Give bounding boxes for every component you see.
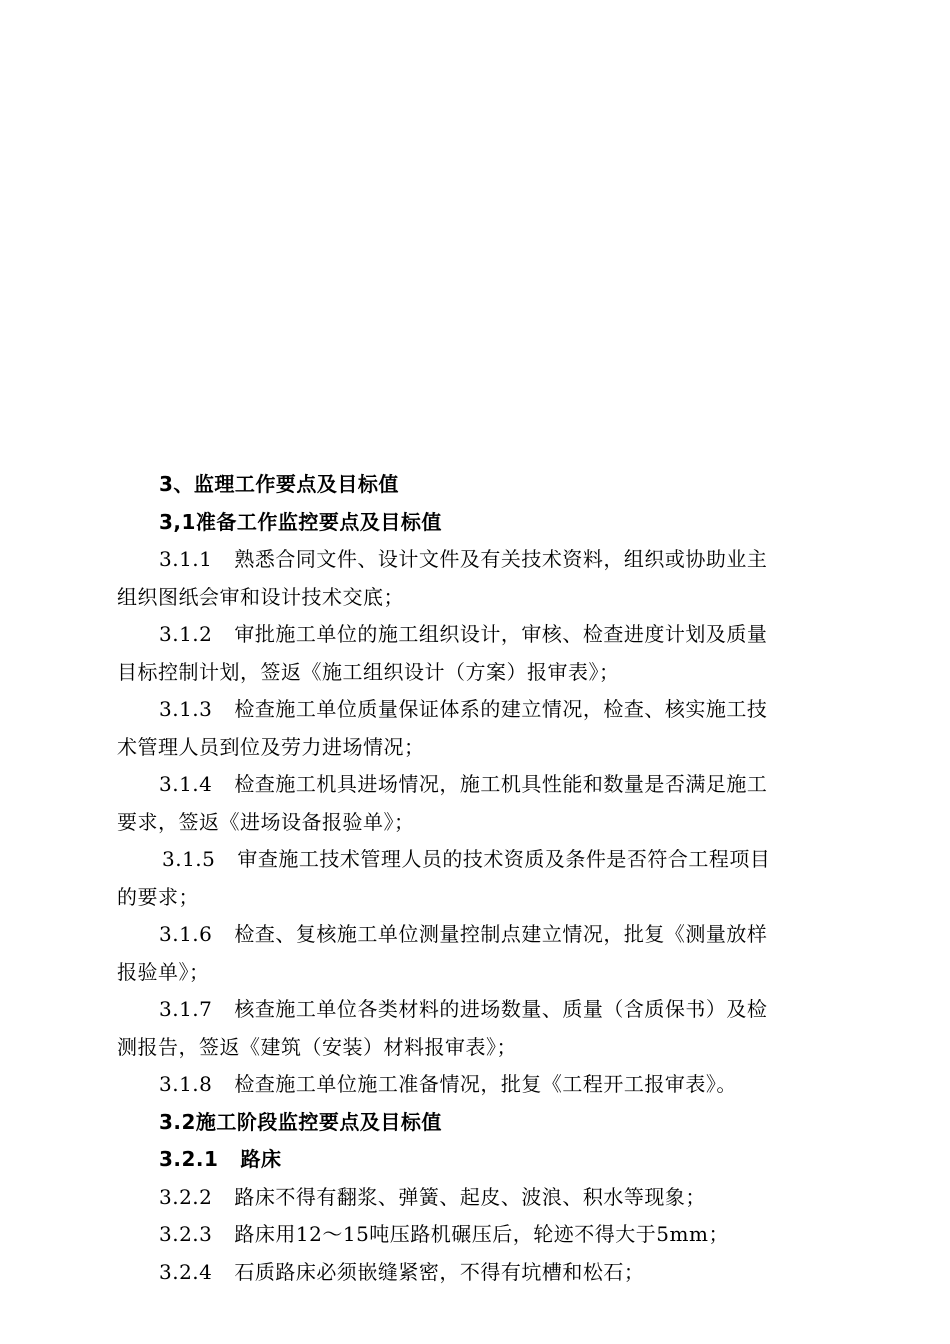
item-3-2-2: [117, 1179, 837, 1217]
item-3-1-6: [117, 916, 837, 954]
item-text: 石质路床必须嵌缝紧密，不得有坑槽和松石；: [234, 1259, 645, 1284]
section-3-1-heading: 3,1准备工作监控要点及目标值: [159, 509, 442, 534]
item-number: 3.1.5: [162, 847, 216, 871]
item-3-1-4-cont: 要求，签返《进场设备报验单》；: [117, 809, 415, 834]
item-text: 检查施工机具进场情况，施工机具性能和数量是否满足施工: [234, 772, 768, 796]
item-text: 检查、复核施工单位测量控制点建立情况，批复《测量放样: [234, 922, 768, 946]
section-3-heading: 3、监理工作要点及目标值: [159, 472, 399, 496]
item-text: 审批施工单位的施工组织设计，审核、检查进度计划及质量: [234, 622, 768, 646]
item-text: 路床用12～15吨压路机碾压后，轮迹不得大于5mm；: [234, 1222, 729, 1246]
section-3-2-1-heading: [117, 1141, 837, 1179]
item-number: 3.1.4: [159, 772, 213, 796]
item-number: 3.2.2: [159, 1184, 213, 1209]
item-number: 3.1.1: [159, 547, 213, 571]
item-3-2-4: [117, 1254, 837, 1292]
item-3-2-3: [117, 1216, 837, 1254]
item-text: 检查施工单位施工准备情况，批复《工程开工报审表》。: [234, 1072, 737, 1096]
item-number: 3.1.3: [159, 697, 213, 721]
item-number: 3.2.3: [159, 1222, 213, 1246]
item-3-1-2-cont: 目标控制计划，签返《施工组织设计（方案）报审表》；: [117, 659, 620, 684]
item-text: 熟悉合同文件、设计文件及有关技术资料，组织或协助业主: [234, 547, 768, 571]
item-3-1-3-cont: 术管理人员到位及劳力进场情况；: [117, 734, 425, 759]
item-number: 3.2.1: [159, 1147, 219, 1171]
item-3-1-1-cont: 组织图纸会审和设计技术交底；: [117, 584, 404, 609]
item-number: 3.2.4: [159, 1259, 213, 1284]
item-3-1-4: [117, 766, 837, 804]
document-body: [117, 466, 837, 1291]
item-3-1-6-cont: 报验单》；: [117, 959, 210, 984]
item-text: 审查施工技术管理人员的技术资质及条件是否符合工程项目: [237, 847, 771, 871]
item-3-1-2: [117, 616, 837, 654]
item-number: 3.1.2: [159, 622, 213, 646]
item-3-1-5: [117, 841, 837, 879]
item-number: 3.1.6: [159, 922, 213, 946]
item-text: 检查施工单位质量保证体系的建立情况，检查、核实施工技: [234, 697, 768, 721]
item-number: 3.1.8: [159, 1072, 213, 1096]
item-3-1-7: [117, 991, 837, 1029]
item-3-1-7-cont: 测报告，签返《建筑（安装）材料报审表》；: [117, 1034, 517, 1059]
item-number: 3.1.7: [159, 997, 213, 1021]
item-text: 核查施工单位各类材料的进场数量、质量（含质保书）及检: [234, 997, 768, 1021]
item-3-1-8: [117, 1066, 837, 1104]
item-text: 路床: [240, 1147, 282, 1171]
section-3-2-heading: 3.2施工阶段监控要点及目标值: [159, 1109, 442, 1134]
item-3-1-3: [117, 691, 837, 729]
item-3-1-1: [117, 541, 837, 579]
item-text: 路床不得有翻浆、弹簧、起皮、波浪、积水等现象；: [234, 1184, 706, 1209]
item-3-1-5-cont: 的要求；: [117, 884, 199, 909]
